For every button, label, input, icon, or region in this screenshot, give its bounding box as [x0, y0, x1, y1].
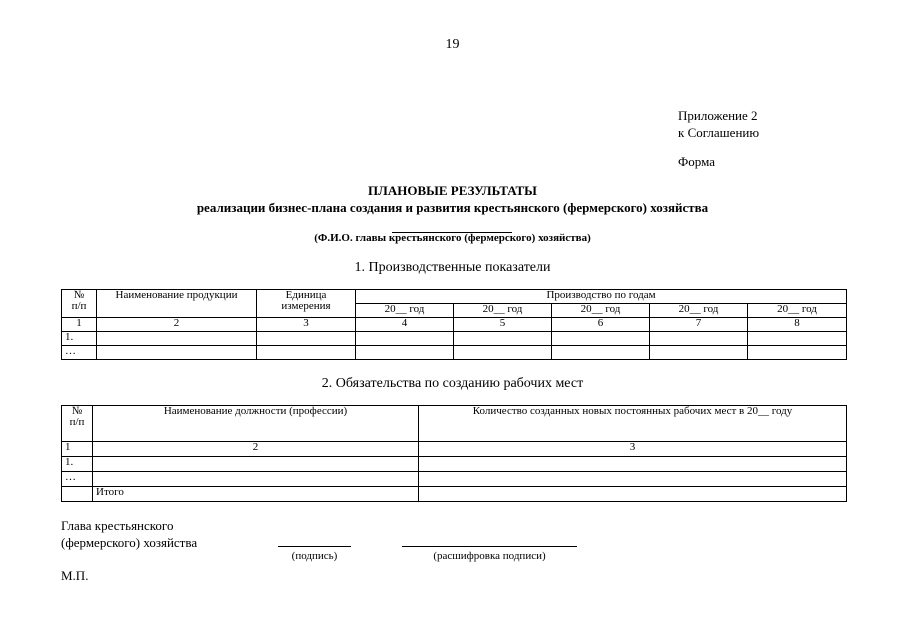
index-cell: 1	[62, 442, 93, 457]
table-cell	[97, 346, 257, 360]
fio-label: (Ф.И.О. главы крестьянского (фермерского) хозяйства)	[314, 232, 591, 244]
index-cell: 5	[454, 318, 552, 332]
year-header: 20__ год	[552, 304, 650, 318]
appendix-line2: к Соглашению	[678, 125, 760, 140]
section2-heading: 2. Обязательства по созданию рабочих мест	[321, 376, 584, 391]
column-index-row	[62, 318, 847, 332]
signatory-line1: Глава крестьянского	[61, 518, 174, 533]
table-cell	[93, 472, 419, 487]
signature-blank-line	[278, 546, 351, 547]
table-cell	[356, 332, 454, 346]
table-cell	[419, 472, 847, 487]
index-cell: 4	[356, 318, 454, 332]
stamp-place: М.П.	[61, 568, 89, 583]
col-position-header: Наименование должности (профессии)	[93, 406, 419, 442]
index-cell: 2	[93, 442, 419, 457]
col-num-header: № п/п	[62, 406, 93, 442]
row-number: …	[62, 472, 93, 487]
index-cell: 1	[62, 318, 97, 332]
table-cell	[748, 332, 847, 346]
table-cell	[552, 346, 650, 360]
total-label: Итого	[93, 487, 419, 502]
col-product-header: Наименование продукции	[97, 290, 257, 318]
table-cell	[748, 346, 847, 360]
index-cell: 8	[748, 318, 847, 332]
table-row	[62, 457, 847, 472]
jobs-table	[61, 405, 847, 502]
col-unit-header: Единица измерения	[257, 290, 356, 318]
signature-label: (подпись)	[291, 550, 338, 562]
document-title: ПЛАНОВЫЕ РЕЗУЛЬТАТЫ	[368, 183, 537, 198]
row-number: 1.	[62, 332, 97, 346]
table-cell	[356, 346, 454, 360]
year-header: 20__ год	[454, 304, 552, 318]
table-cell	[552, 332, 650, 346]
total-row	[62, 487, 847, 502]
table-cell	[257, 332, 356, 346]
production-table	[61, 289, 847, 360]
appendix-note	[678, 107, 759, 141]
row-number: …	[62, 346, 97, 360]
col-num-header: № п/п	[62, 290, 97, 318]
table-cell	[419, 487, 847, 502]
col-years-group-header: Производство по годам	[356, 290, 847, 304]
row-number: 1.	[62, 457, 93, 472]
signatory-line2: (фермерского) хозяйства	[61, 535, 198, 550]
year-header: 20__ год	[748, 304, 847, 318]
table-row	[62, 346, 847, 360]
table-row	[62, 472, 847, 487]
col-count-header: Количество созданных новых постоянных рабочих мест в 20__ году	[419, 406, 847, 442]
decode-blank-line	[402, 546, 577, 547]
table-cell	[454, 346, 552, 360]
column-index-row	[62, 442, 847, 457]
year-header: 20__ год	[650, 304, 748, 318]
index-cell: 7	[650, 318, 748, 332]
table-cell	[93, 457, 419, 472]
table-cell	[650, 332, 748, 346]
year-header: 20__ год	[356, 304, 454, 318]
page-number: 19	[445, 37, 460, 52]
table-row	[62, 332, 847, 346]
signatory-title	[61, 517, 197, 551]
table-cell	[97, 332, 257, 346]
table-cell	[62, 487, 93, 502]
document-subtitle: реализации бизнес-плана создания и развития крестьянского (фермерского) хозяйства	[196, 200, 709, 215]
table-cell	[419, 457, 847, 472]
index-cell: 3	[419, 442, 847, 457]
index-cell: 2	[97, 318, 257, 332]
index-cell: 6	[552, 318, 650, 332]
section1-heading: 1. Производственные показатели	[354, 260, 551, 275]
table-cell	[650, 346, 748, 360]
table-cell	[454, 332, 552, 346]
form-label: Форма	[678, 154, 715, 169]
table-cell	[257, 346, 356, 360]
appendix-line1: Приложение 2	[678, 108, 758, 123]
decode-label: (расшифровка подписи)	[433, 550, 546, 562]
index-cell: 3	[257, 318, 356, 332]
